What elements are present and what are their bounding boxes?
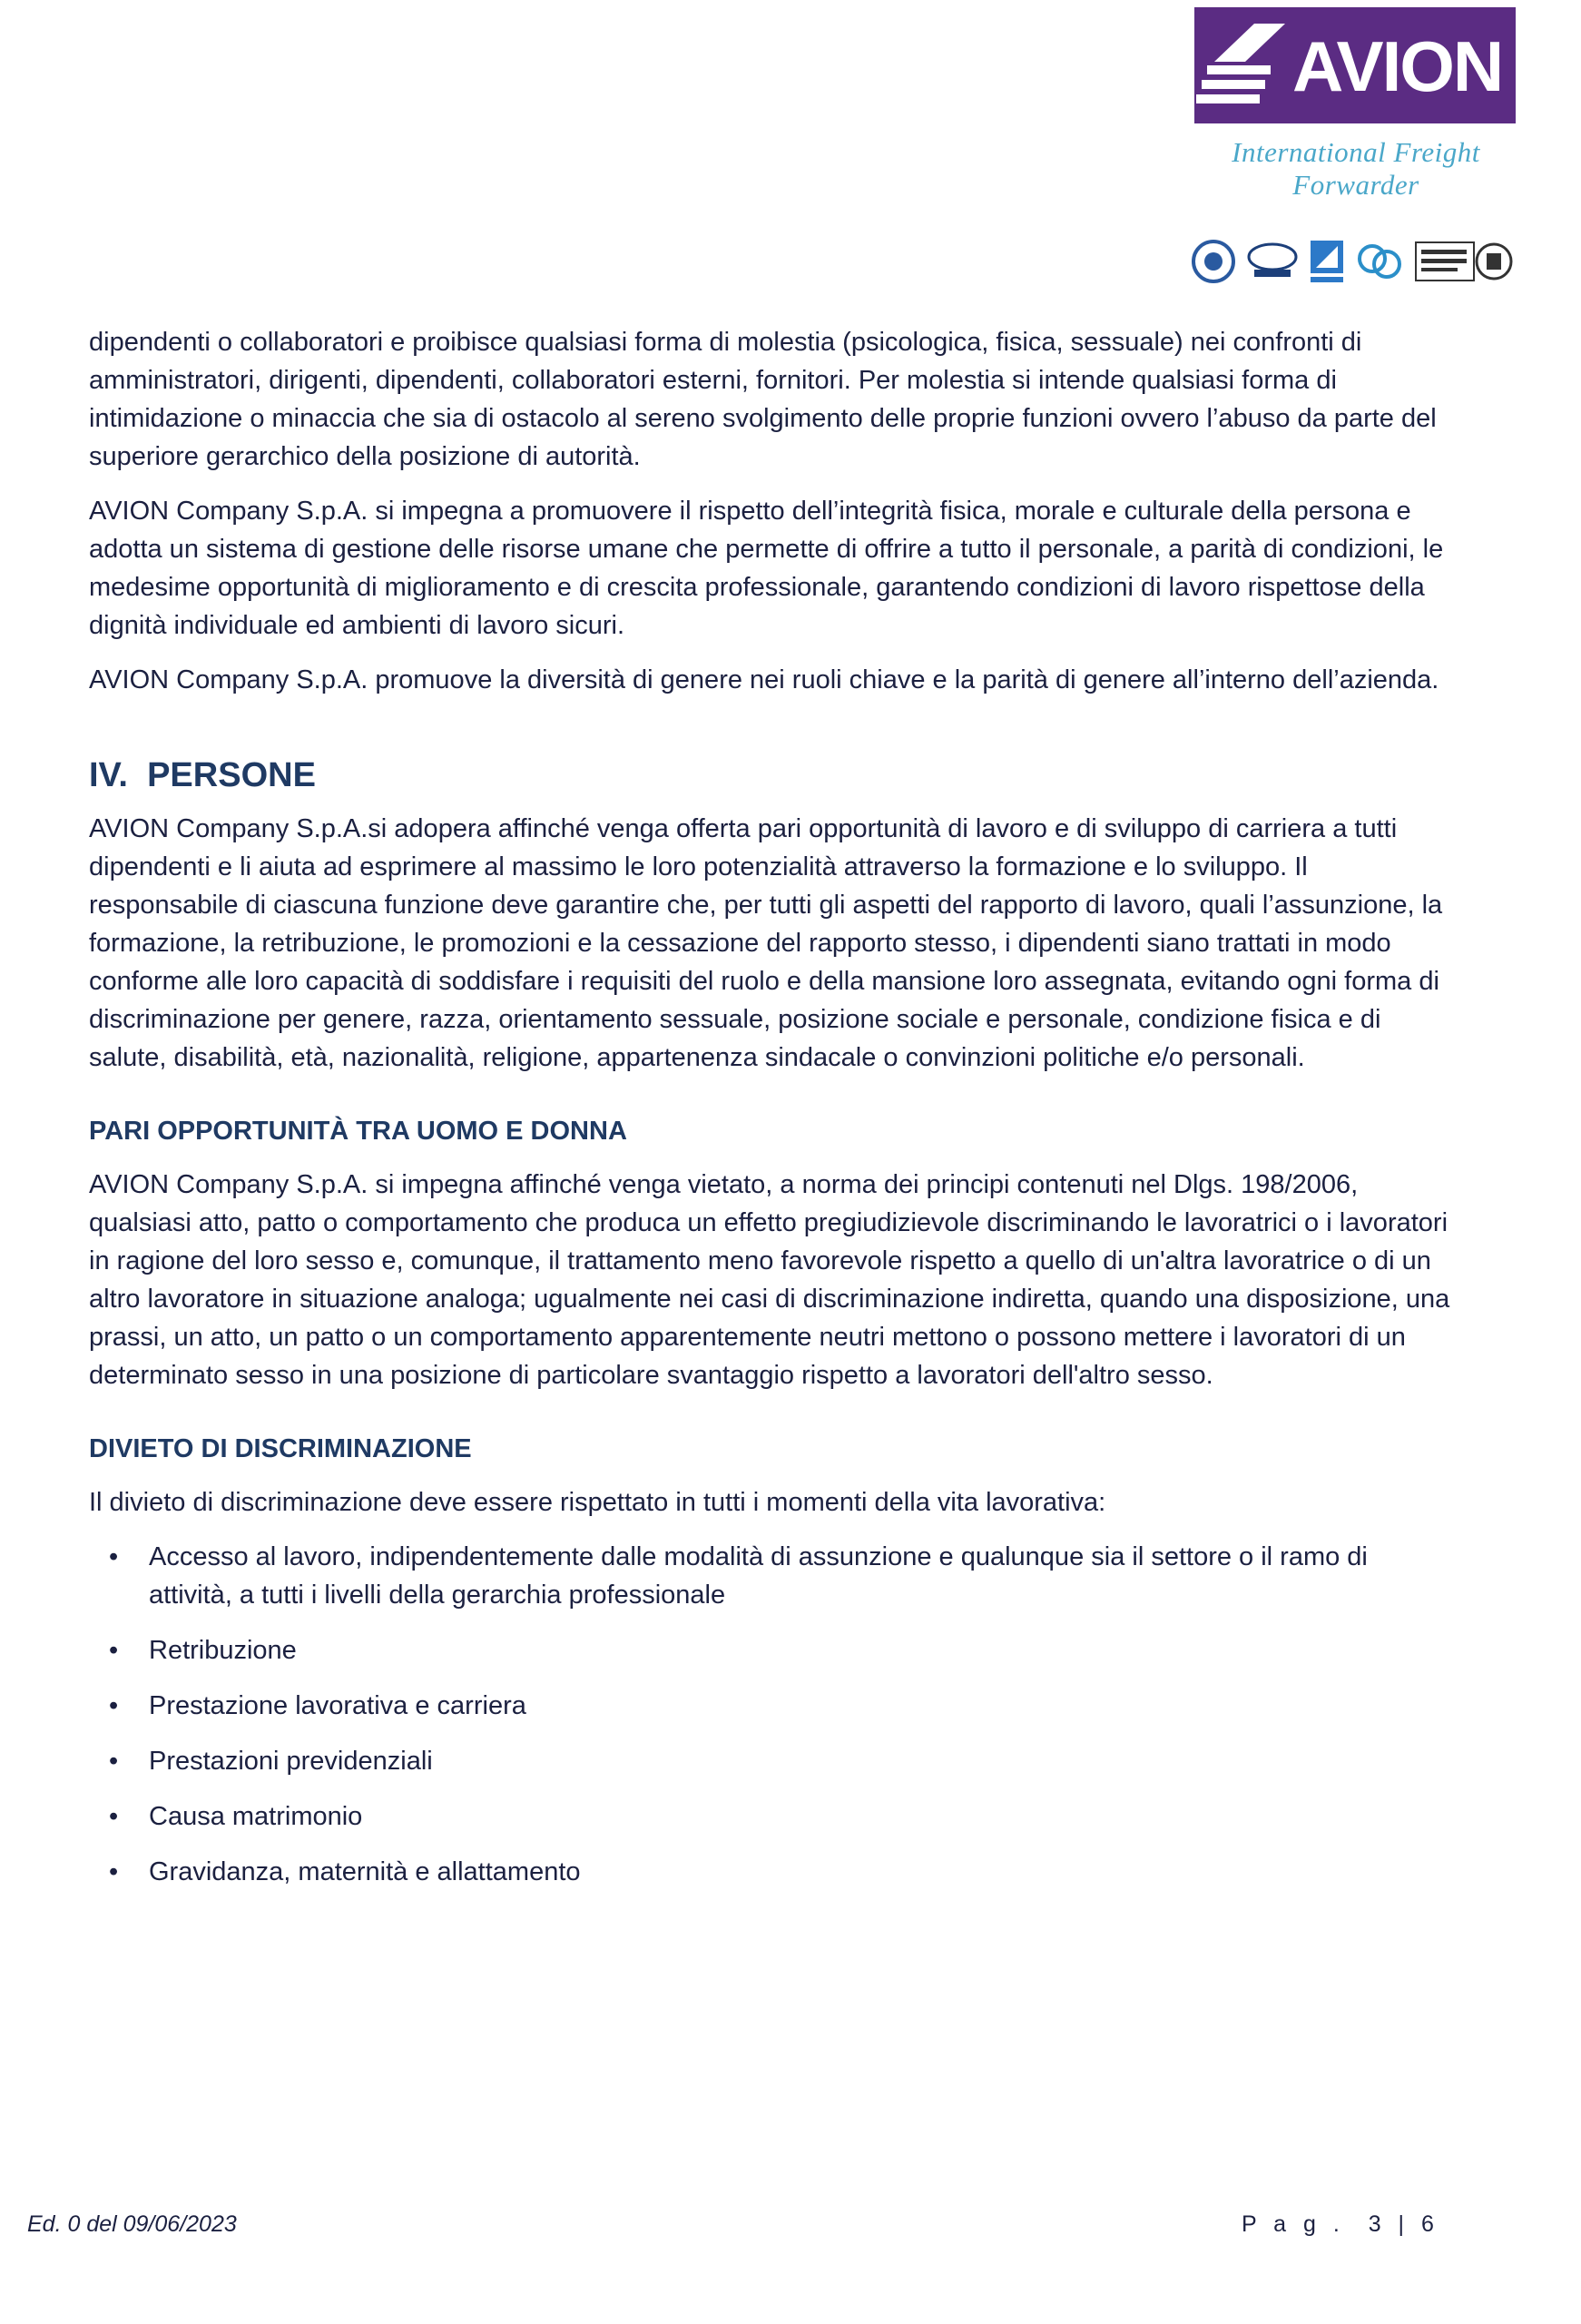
bullet-icon: • xyxy=(109,1542,119,1571)
paragraph-persone: AVION Company S.p.A.si adopera affinché venga offerta pari opportunità di lavoro e di sviluppo di carriera a tutti dipendenti e li aiuta ad esprimere al massimo le loro potenzialità attraverso la formazione e lo sviluppo. Il responsabile di ciascuna funzione deve garantire che, per tutti gli aspetti del rapporto di lavoro, quali l’assunzione, la formazione, la retribuzione, le promozioni e la cessazione del rapporto stesso, i dipendenti siano trattati in modo conforme alle loro capacità di soddisfare i requisiti del ruolo e della mansione loro assegnata, evitando ogni forma di discriminazione per genere, razza, orientamento sessuale, posizione sociale e personale, condizione fisica e di salute, disabilità, età, nazionalità, religione, appartenenza sindacale o convinzioni politiche e/o personali. xyxy=(89,814,1443,1072)
discrimination-list xyxy=(89,1538,1450,1891)
bullet-icon: • xyxy=(109,1857,119,1886)
subheading-divieto-discriminazione: DIVIETO DI DISCRIMINAZIONE xyxy=(89,1434,472,1463)
paragraph-diversita: AVION Company S.p.A. promuove la diversità di genere nei ruoli chiave e la parità di genere all’interno dell’azienda. xyxy=(89,665,1439,694)
bureau-veritas-logo-icon xyxy=(1414,238,1514,285)
document-body xyxy=(89,323,1450,1908)
aeo-logo-icon xyxy=(1191,238,1236,285)
certification-logos xyxy=(1194,238,1517,285)
logo-tagline: International Freight Forwarder xyxy=(1232,136,1480,201)
list-item: • Causa matrimonio xyxy=(89,1797,1450,1836)
paragraph-molestia: dipendenti o collaboratori e proibisce qualsiasi forma di molestia (psicologica, fisica, sessuale) nei confronti di amministratori, dirigenti, dipendenti, collaboratori esterni, fornitori. Per molestia si intende qualsiasi forma di intimidazione o minaccia che sia di ostacolo al sereno svolgimento delle proprie funzioni ovvero l’abuso da parte del superiore gerarchico della posizione di autorità. xyxy=(89,328,1437,471)
logo-text: AVION xyxy=(1292,26,1503,106)
iata-logo-icon xyxy=(1245,238,1300,285)
paragraph-divieto: Il divieto di discriminazione deve essere rispettato in tutti i momenti della vita lavorativa: xyxy=(89,1488,1106,1517)
list-item: • Gravidanza, maternità e allattamento xyxy=(89,1853,1450,1891)
enac-logo-icon xyxy=(1309,238,1345,285)
bullet-icon: • xyxy=(109,1802,119,1831)
page-number: P a g . 3 | 6 xyxy=(1242,2211,1439,2237)
avion-logo-box xyxy=(1194,7,1516,123)
edition-label: Ed. 0 del 09/06/2023 xyxy=(27,2211,237,2237)
paragraph-integrita: AVION Company S.p.A. si impegna a promuovere il rispetto dell’integrità fisica, morale e culturale della persona e adotta un sistema di gestione delle risorse umane che permette di offrire a tutto il personale, a parità di condizioni, le medesime opportunità di miglioramento e di crescita professionale, garantendo condizioni di lavoro rispettose della dignità individuale ed ambienti di lavoro sicuri. xyxy=(89,497,1444,640)
section-heading-persone: IV. PERSONE xyxy=(89,756,316,794)
bullet-icon: • xyxy=(109,1691,119,1720)
paragraph-pari-opportunita: AVION Company S.p.A. si impegna affinché venga vietato, a norma dei principi contenuti nel Dlgs. 198/2006, qualsiasi atto, patto o comportamento che produca un effetto pregiudizievole discriminando le lavoratrici o i lavoratori in ragione del loro sesso e, comunque, il trattamento meno favorevole rispetto a quello di un'altra lavoratrice o di un altro lavoratore in situazione analoga; ugualmente nei casi di discriminazione indiretta, quando una disposizione, una prassi, un atto, un patto o un comportamento apparentemente neutri mettono o possono mettere i lavoratori di un determinato sesso in una posizione di particolare svantaggio rispetto a lavoratori dell'altro sesso. xyxy=(89,1170,1450,1390)
list-item: • Prestazione lavorativa e carriera xyxy=(89,1687,1450,1725)
subheading-pari-opportunita: PARI OPPORTUNITÀ TRA UOMO E DONNA xyxy=(89,1117,627,1146)
fiata-logo-icon xyxy=(1354,238,1405,285)
list-item: • Retribuzione xyxy=(89,1631,1450,1669)
list-item: • Accesso al lavoro, indipendentemente dalle modalità di assunzione e qualunque sia il settore o il ramo di attività, a tutti i livelli della gerarchia professionale xyxy=(89,1538,1450,1614)
list-item: • Prestazioni previdenziali xyxy=(89,1742,1450,1780)
bullet-icon: • xyxy=(109,1747,119,1776)
company-logo xyxy=(1194,7,1517,285)
bullet-icon: • xyxy=(109,1636,119,1665)
